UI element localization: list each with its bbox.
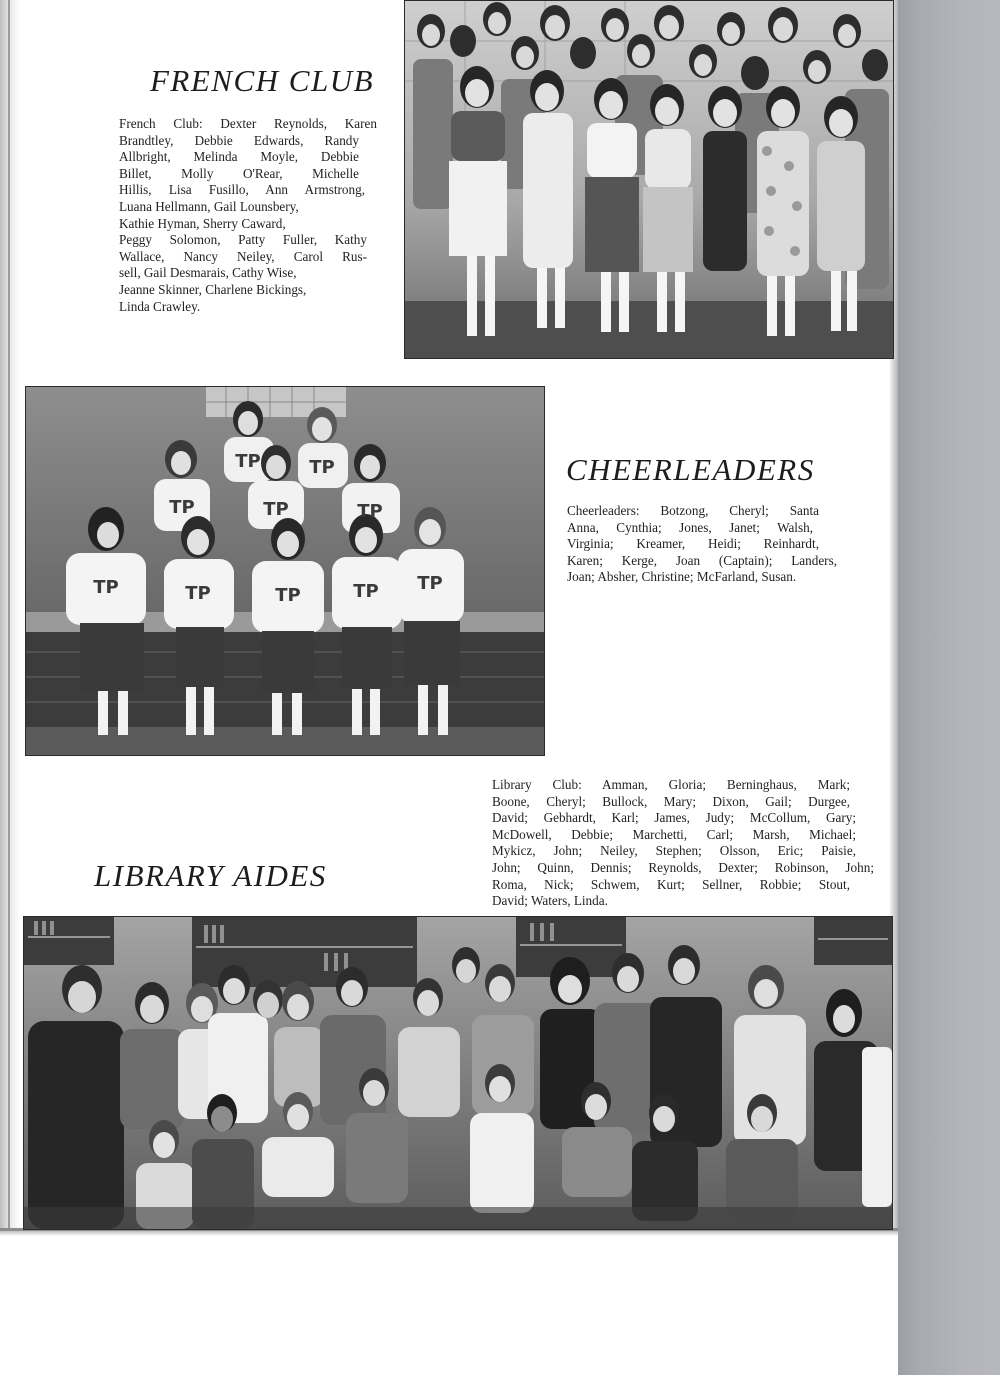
caption-line: Brandtley, Debbie Edwards, Randy xyxy=(119,132,359,148)
caption-line: Library Club: Amman, Gloria; Berninghaus, Mark; xyxy=(492,777,850,792)
caption-line: Wallace, Nancy Neiley, Carol Rus- xyxy=(119,248,367,264)
sweater-letter: TP xyxy=(353,581,379,602)
caption-line: Peggy Solomon, Patty Fuller, Kathy xyxy=(119,232,367,248)
caption-line: Roma, Nick; Schwem, Kurt; Sellner, Robbie; Stout, xyxy=(492,876,850,892)
lower-page-edge xyxy=(0,1228,898,1378)
sweater-letter: TP xyxy=(275,585,301,606)
sweater-letter: TP xyxy=(169,497,195,518)
sweater-letter: TP xyxy=(357,501,383,522)
caption-line: Linda Crawley. xyxy=(119,298,201,314)
scanner-margin xyxy=(898,0,1000,1375)
binding-shadow xyxy=(0,0,20,1230)
cheerleaders-title: CHEERLEADERS xyxy=(566,452,815,487)
sweater-letter: TP xyxy=(263,499,289,520)
sweater-letter: TP xyxy=(185,583,211,604)
caption-line: Billet, Molly O'Rear, Michelle xyxy=(119,165,359,181)
cheerleaders-photo xyxy=(25,386,545,756)
cheerleaders-photo-illustration xyxy=(26,387,544,755)
caption-line: sell, Gail Desmarais, Cathy Wise, xyxy=(119,265,297,281)
french-club-caption xyxy=(119,116,377,315)
caption-line: French Club: Dexter Reynolds, Karen xyxy=(119,116,377,131)
sweater-letter: TP xyxy=(235,451,261,472)
sweater-letter: TP xyxy=(309,457,335,478)
caption-line: Hillis, Lisa Fusillo, Ann Armstrong, xyxy=(119,182,365,198)
caption-line: Jeanne Skinner, Charlene Bickings, xyxy=(119,281,307,297)
caption-line: John; Quinn, Dennis; Reynolds, Dexter; Robinson, John; xyxy=(492,859,874,875)
library-aides-title: LIBRARY AIDES xyxy=(94,858,327,893)
caption-line: Anna, Cynthia; Jones, Janet; Walsh, xyxy=(567,519,813,535)
caption-line: Mykicz, John; Neiley, Stephen; Olsson, Eric; Paisie, xyxy=(492,843,856,859)
caption-line: Joan; Absher, Christine; McFarland, Susan. xyxy=(567,569,797,585)
caption-line: Luana Hellmann, Gail Lounsbery, xyxy=(119,198,299,214)
caption-line: Allbright, Melinda Moyle, Debbie xyxy=(119,149,359,165)
french-club-title: FRENCH CLUB xyxy=(150,63,375,98)
caption-line: Virginia; Kreamer, Heidi; Reinhardt, xyxy=(567,536,819,552)
french-club-photo-illustration xyxy=(405,1,893,358)
sweater-letter: TP xyxy=(93,577,119,598)
library-aides-photo-illustration xyxy=(24,917,892,1229)
caption-line: David; Waters, Linda. xyxy=(492,893,608,909)
caption-line: Boone, Cheryl; Bullock, Mary; Dixon, Gail; Durgee, xyxy=(492,793,850,809)
caption-line: Cheerleaders: Botzong, Cheryl; Santa xyxy=(567,503,819,518)
caption-line: David; Gebhardt, Karl; James, Judy; McCollum, Gary; xyxy=(492,810,856,826)
cheerleaders-caption xyxy=(567,503,867,586)
caption-line: Kathie Hyman, Sherry Caward, xyxy=(119,215,286,231)
french-club-photo xyxy=(404,0,894,359)
library-aides-photo xyxy=(23,916,893,1230)
caption-line: McDowell, Debbie; Marchetti, Carl; Marsh, Michael; xyxy=(492,826,856,842)
binding-line xyxy=(8,0,10,1230)
sweater-letter: TP xyxy=(417,573,443,594)
caption-line: Karen; Kerge, Joan (Captain); Landers, xyxy=(567,552,837,568)
library-aides-caption xyxy=(492,777,884,910)
